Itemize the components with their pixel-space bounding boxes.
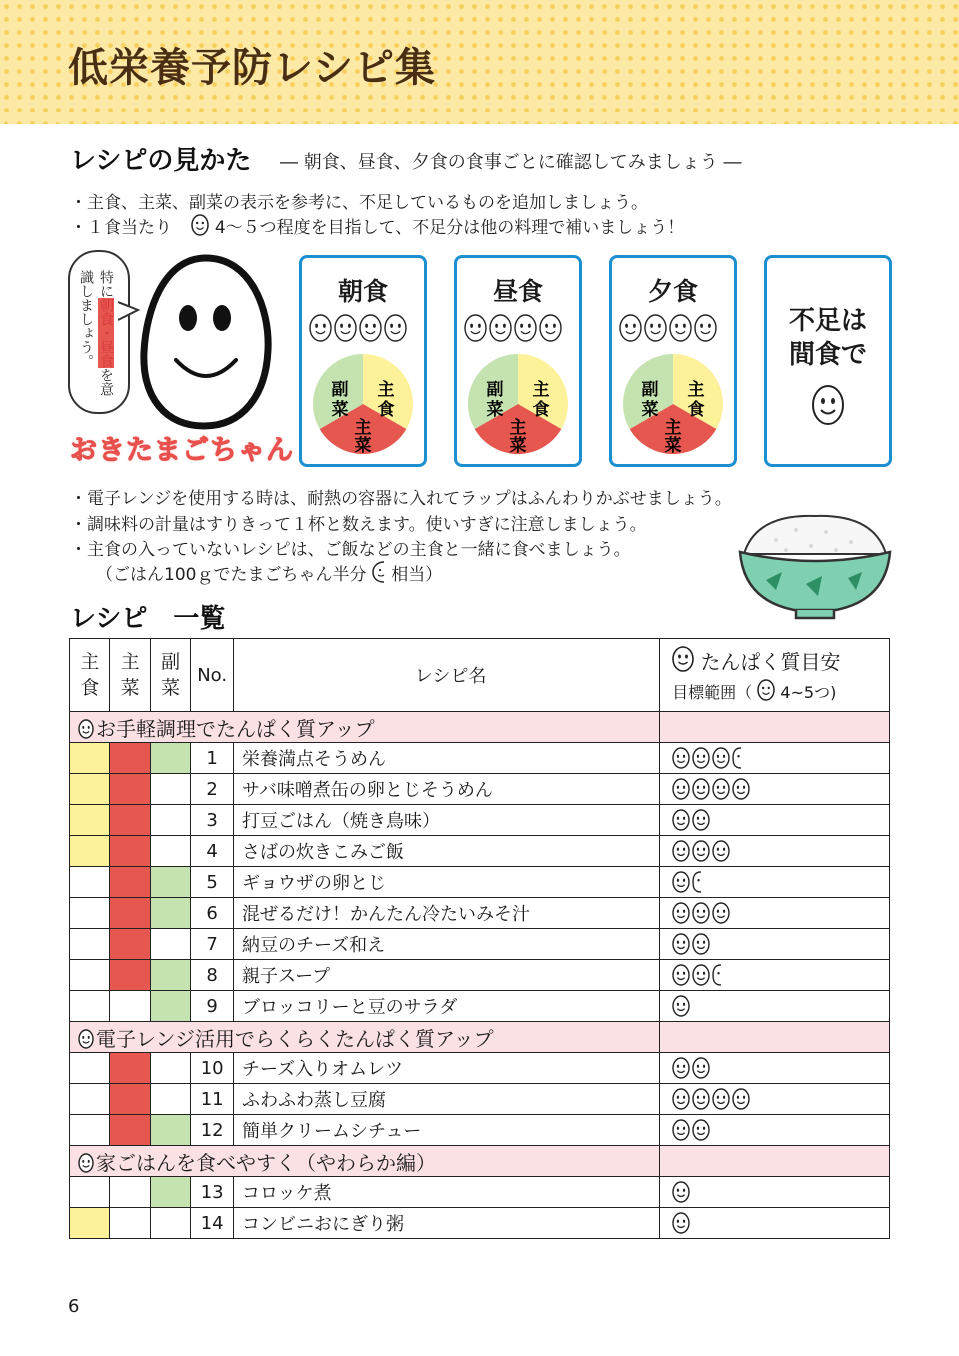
header-no: No. (191, 639, 234, 712)
cell-recipe-no: 1 (191, 743, 234, 774)
half-egg-icon (712, 964, 722, 986)
recipe-table (69, 638, 890, 1239)
egg-face-icon (694, 314, 717, 342)
pie-label-shushoku-1: 主 (687, 380, 705, 400)
cell-shusai (110, 805, 150, 836)
cell-fukusai (150, 1053, 190, 1084)
cell-fukusai (150, 898, 190, 929)
egg-face-icon (672, 1088, 690, 1110)
cell-recipe-no: 8 (191, 960, 234, 991)
egg-face-icon (692, 902, 710, 924)
rice-bowl-illustration (736, 510, 894, 620)
egg-face-icon (712, 747, 730, 769)
meal-card-target-eggs (309, 314, 409, 342)
meal-card-title: 昼食 (492, 277, 543, 306)
egg-face-icon (692, 778, 710, 800)
cell-shushoku (70, 960, 110, 991)
recipe-row (70, 1084, 890, 1115)
egg-face-icon (78, 1029, 94, 1049)
meal-card-target-eggs (619, 314, 719, 342)
cell-recipe-name: ギョウザの卵とじ (233, 867, 659, 898)
egg-face-icon (672, 747, 690, 769)
egg-face-icon (489, 314, 512, 342)
recipe-row (70, 1208, 890, 1239)
recipe-row (70, 1177, 890, 1208)
section-label (70, 1146, 660, 1177)
egg-face-icon (78, 719, 94, 739)
cell-recipe-name: コロッケ煮 (233, 1177, 659, 1208)
recipe-row (70, 929, 890, 960)
cell-protein-eggs (660, 867, 890, 898)
note-1: ・電子レンジを使用する時は、耐熱の容器に入れてラップはふんわりかぶせましょう。 (70, 489, 732, 509)
pie-label-fukusai-1: 副 (331, 380, 349, 400)
egg-face-icon (672, 1119, 690, 1141)
cell-shusai (110, 1208, 150, 1239)
header-guide-label: たんぱく質目安 (700, 649, 841, 674)
egg-face-icon (712, 902, 730, 924)
cell-recipe-name: ブロッコリーと豆のサラダ (233, 991, 659, 1022)
note-4b: 相当） (391, 565, 443, 585)
egg-face-icon (672, 809, 690, 831)
note-2: ・調味料の計量はすりきって１杯と数えます。使いすぎに注意しましょう。 (70, 515, 647, 535)
cell-recipe-no: 4 (191, 836, 234, 867)
egg-face-icon (692, 964, 710, 986)
section-guide-cell (660, 1022, 890, 1053)
cell-recipe-name: サバ味噌煮缶の卵とじそうめん (233, 774, 659, 805)
half-egg-icon (372, 561, 386, 588)
cell-recipe-name: 簡単クリームシチュー (233, 1115, 659, 1146)
header-shushoku: 主食 (70, 639, 110, 712)
cell-shushoku (70, 805, 110, 836)
egg-face-icon (309, 314, 332, 342)
table-header-row (70, 639, 890, 712)
snack-card-line-2: 間食で (788, 340, 867, 370)
meal-card-1 (299, 255, 427, 467)
egg-face-icon (672, 995, 690, 1017)
cell-recipe-no: 7 (191, 929, 234, 960)
cell-fukusai (150, 960, 190, 991)
cell-recipe-name: コンビニおにぎり粥 (233, 1208, 659, 1239)
pie-label-shushoku-2: 食 (687, 400, 705, 420)
cell-shusai (110, 867, 150, 898)
cell-recipe-no: 9 (191, 991, 234, 1022)
cell-protein-eggs (660, 929, 890, 960)
cell-recipe-no: 5 (191, 867, 234, 898)
cell-protein-eggs (660, 1053, 890, 1084)
egg-face-icon (619, 314, 642, 342)
cell-protein-eggs (660, 1084, 890, 1115)
bubble-text-3: を意識しましょう。 (78, 270, 114, 396)
cell-shusai (110, 836, 150, 867)
egg-face-icon (464, 314, 487, 342)
pie-label-shushoku-2: 食 (532, 400, 550, 420)
recipe-row (70, 960, 890, 991)
egg-face-icon (334, 314, 357, 342)
header-range-value: 4~5つ) (780, 682, 837, 702)
cell-shusai (110, 1115, 150, 1146)
cell-shushoku (70, 774, 110, 805)
cell-protein-eggs (660, 1208, 890, 1239)
note-3: ・主食の入っていないレシピは、ご飯などの主食と一緒に食べましょう。 (70, 540, 631, 560)
cell-shusai (110, 929, 150, 960)
egg-face-icon (712, 1088, 730, 1110)
cell-recipe-no: 12 (191, 1115, 234, 1146)
cell-protein-eggs (660, 774, 890, 805)
cell-fukusai (150, 774, 190, 805)
howto-line-2 (70, 213, 684, 241)
egg-face-icon (672, 646, 694, 677)
cell-recipe-no: 2 (191, 774, 234, 805)
section-header-row (70, 1022, 890, 1053)
speech-bubble-tail (118, 300, 140, 324)
cell-protein-eggs (660, 805, 890, 836)
mascot-name: おきたまごちゃん (70, 435, 294, 466)
cell-recipe-name: 混ぜるだけ！かんたん冷たいみそ汁 (233, 898, 659, 929)
egg-face-icon (692, 1119, 710, 1141)
cell-fukusai (150, 1208, 190, 1239)
egg-face-icon (692, 809, 710, 831)
section-label (70, 712, 660, 743)
cell-protein-eggs (660, 743, 890, 774)
cell-fukusai (150, 991, 190, 1022)
meal-card-2 (454, 255, 582, 467)
cell-fukusai (150, 1084, 190, 1115)
recipe-row (70, 991, 890, 1022)
cell-fukusai (150, 867, 190, 898)
recipe-row (70, 1053, 890, 1084)
pie-label-shusai-2: 菜 (509, 436, 527, 455)
cell-protein-eggs (660, 1115, 890, 1146)
cell-recipe-no: 14 (191, 1208, 234, 1239)
cell-shushoku (70, 743, 110, 774)
egg-face-icon (672, 840, 690, 862)
recipe-row (70, 836, 890, 867)
cell-shusai (110, 774, 150, 805)
egg-face-icon (672, 871, 690, 893)
half-egg-icon (732, 747, 742, 769)
pie-label-fukusai-2: 菜 (331, 400, 349, 420)
egg-face-icon (757, 679, 775, 705)
egg-face-icon (692, 933, 710, 955)
cell-shusai (110, 743, 150, 774)
howto-subtitle: ― 朝食、昼食、夕食の食事ごとに確認してみましょう ― (280, 152, 742, 173)
cell-shushoku (70, 991, 110, 1022)
pie-label-shusai-2: 菜 (354, 436, 372, 455)
section-label-text: 家ごはんを食べやすく（やわらか編） (96, 1150, 436, 1175)
meal-balance-pie (467, 353, 569, 455)
egg-face-icon (692, 747, 710, 769)
cell-shushoku (70, 836, 110, 867)
howto-line-1: ・主食、主菜、副菜の表示を参考に、不足しているものを追加しましょう。 (70, 193, 648, 213)
egg-face-icon (712, 840, 730, 862)
cell-recipe-name: 栄養満点そうめん (233, 743, 659, 774)
cell-shushoku (70, 1115, 110, 1146)
egg-face-icon (692, 840, 710, 862)
cell-shushoku (70, 929, 110, 960)
cell-recipe-no: 13 (191, 1177, 234, 1208)
cell-shushoku (70, 898, 110, 929)
cell-recipe-no: 3 (191, 805, 234, 836)
okitamago-mascot (138, 252, 274, 432)
egg-face-icon (78, 1153, 94, 1173)
egg-face-icon (384, 314, 407, 342)
cell-protein-eggs (660, 1177, 890, 1208)
section-guide-cell (660, 1146, 890, 1177)
cell-shushoku (70, 1177, 110, 1208)
header-recipe-name: レシピ名 (233, 639, 659, 712)
egg-face-icon (672, 778, 690, 800)
recipe-row (70, 867, 890, 898)
pie-label-shushoku-1: 主 (377, 380, 395, 400)
cell-fukusai (150, 1115, 190, 1146)
cell-shushoku (70, 1053, 110, 1084)
section-label-text: お手軽調理でたんぱく質アップ (96, 716, 375, 741)
cell-recipe-no: 11 (191, 1084, 234, 1115)
cell-shushoku (70, 1208, 110, 1239)
pie-label-fukusai-1: 副 (641, 380, 659, 400)
cell-shusai (110, 1084, 150, 1115)
cell-fukusai (150, 836, 190, 867)
cell-shushoku (70, 1084, 110, 1115)
recipe-row (70, 1115, 890, 1146)
pie-label-shushoku-2: 食 (377, 400, 395, 420)
egg-face-icon (539, 314, 562, 342)
cell-protein-eggs (660, 960, 890, 991)
note-4 (96, 560, 442, 588)
meal-card-title: 朝食 (337, 277, 388, 306)
egg-face-icon (644, 314, 667, 342)
howto-line-2b: 4～５つ程度を目指して、不足分は他の料理で補いましょう！ (214, 218, 685, 238)
cell-recipe-no: 6 (191, 898, 234, 929)
cell-recipe-name: 納豆のチーズ和え (233, 929, 659, 960)
cell-fukusai (150, 743, 190, 774)
cell-shusai (110, 898, 150, 929)
egg-face-icon (732, 778, 750, 800)
cell-recipe-name: さばの炊きこみご飯 (233, 836, 659, 867)
header-range-label: 目標範囲（ (672, 682, 753, 702)
howto-line-2a: ・１食当たり (70, 218, 172, 238)
cell-recipe-name: チーズ入りオムレツ (233, 1053, 659, 1084)
recipe-row (70, 774, 890, 805)
meal-balance-pie (622, 353, 724, 455)
pie-label-fukusai-2: 菜 (641, 400, 659, 420)
page-title: 低栄養予防レシピ集 (68, 45, 436, 91)
egg-face-icon (672, 902, 690, 924)
header-shusai: 主菜 (110, 639, 150, 712)
egg-face-icon (692, 1088, 710, 1110)
page-number: 6 (68, 1296, 80, 1317)
cell-fukusai (150, 1177, 190, 1208)
egg-face-icon (672, 1181, 690, 1203)
cell-protein-eggs (660, 836, 890, 867)
cell-shusai (110, 1053, 150, 1084)
cell-recipe-name: 打豆ごはん（焼き鳥味） (233, 805, 659, 836)
header-protein-guide (660, 639, 890, 712)
cell-recipe-name: ふわふわ蒸し豆腐 (233, 1084, 659, 1115)
cell-shushoku (70, 867, 110, 898)
pie-label-shusai-2: 菜 (664, 436, 682, 455)
egg-face-icon (191, 214, 209, 241)
egg-face-icon (672, 1212, 690, 1234)
bubble-text-1: 特に (98, 270, 114, 298)
meal-balance-pie (312, 353, 414, 455)
recipe-row (70, 805, 890, 836)
egg-face-icon (672, 933, 690, 955)
pie-label-fukusai-1: 副 (486, 380, 504, 400)
banner-zigzag-edge (0, 112, 959, 126)
pie-label-shusai-1: 主 (354, 418, 372, 438)
cell-protein-eggs (660, 898, 890, 929)
header-fukusai: 副菜 (150, 639, 190, 712)
list-heading: レシピ 一覧 (70, 604, 226, 634)
section-label (70, 1022, 660, 1053)
bubble-text-2: 朝食・昼食 (98, 298, 114, 368)
bubble-text (76, 270, 116, 400)
meal-card-title: 夕食 (647, 277, 698, 306)
pie-label-shushoku-1: 主 (532, 380, 550, 400)
snack-card-text (767, 304, 889, 372)
recipe-row (70, 898, 890, 929)
cell-shusai (110, 1177, 150, 1208)
egg-face-icon (669, 314, 692, 342)
section-guide-cell (660, 712, 890, 743)
cell-fukusai (150, 929, 190, 960)
egg-face-icon (359, 314, 382, 342)
cell-shusai (110, 960, 150, 991)
egg-face-icon (692, 1057, 710, 1079)
egg-face-icon (672, 1057, 690, 1079)
egg-face-icon (712, 778, 730, 800)
section-label-text: 電子レンジ活用でらくらくたんぱく質アップ (96, 1026, 494, 1051)
cell-fukusai (150, 805, 190, 836)
pie-label-shusai-1: 主 (509, 418, 527, 438)
recipe-row (70, 743, 890, 774)
howto-heading: レシピの見かた (70, 146, 252, 176)
meal-card-target-eggs (464, 314, 564, 342)
note-4a: （ごはん100ｇでたまごちゃん半分 (96, 565, 367, 585)
cell-recipe-name: 親子スープ (233, 960, 659, 991)
cell-shusai (110, 991, 150, 1022)
cell-protein-eggs (660, 991, 890, 1022)
egg-face-icon (811, 384, 845, 426)
section-header-row (70, 712, 890, 743)
pie-label-shusai-1: 主 (664, 418, 682, 438)
cell-recipe-no: 10 (191, 1053, 234, 1084)
egg-face-icon (514, 314, 537, 342)
half-egg-icon (692, 871, 702, 893)
snack-card-line-1: 不足は (788, 306, 867, 336)
snack-card (764, 255, 892, 467)
pie-label-fukusai-2: 菜 (486, 400, 504, 420)
egg-face-icon (672, 964, 690, 986)
meal-card-3 (609, 255, 737, 467)
egg-face-icon (732, 1088, 750, 1110)
section-header-row (70, 1146, 890, 1177)
